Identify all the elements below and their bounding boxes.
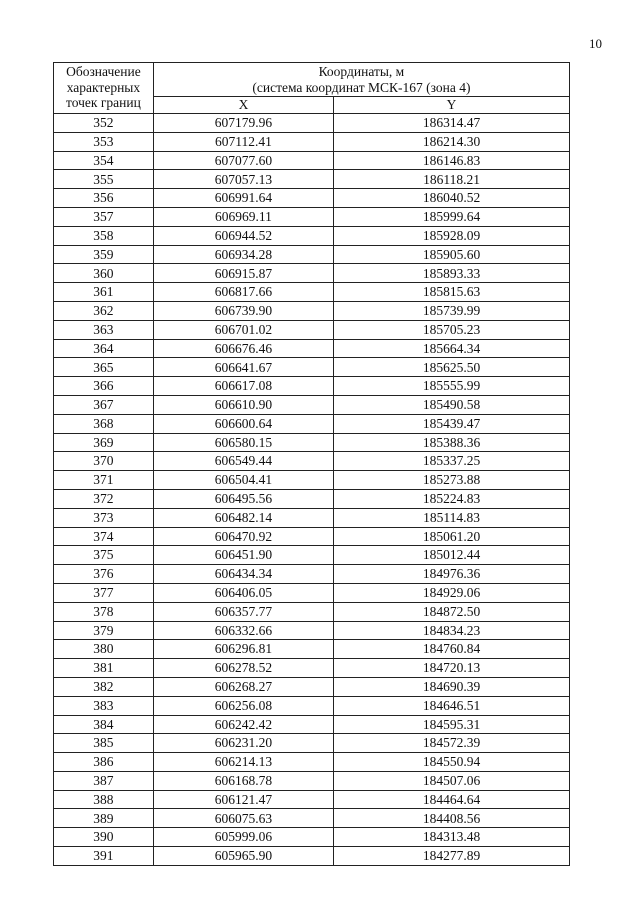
y-cell: 184929.06 — [334, 583, 570, 602]
x-cell: 605999.06 — [153, 828, 333, 847]
y-cell: 184834.23 — [334, 621, 570, 640]
table-row — [54, 114, 570, 133]
table-row — [54, 226, 570, 245]
x-cell: 606242.42 — [153, 715, 333, 734]
y-cell: 185490.58 — [334, 395, 570, 414]
table-row — [54, 320, 570, 339]
y-cell: 185815.63 — [334, 283, 570, 302]
y-cell: 185893.33 — [334, 264, 570, 283]
point-cell: 387 — [54, 771, 154, 790]
y-cell: 184760.84 — [334, 640, 570, 659]
point-cell: 369 — [54, 433, 154, 452]
table-row — [54, 677, 570, 696]
table-row — [54, 640, 570, 659]
table-row — [54, 734, 570, 753]
point-cell: 372 — [54, 489, 154, 508]
table-row — [54, 358, 570, 377]
point-cell: 380 — [54, 640, 154, 659]
point-cell: 355 — [54, 170, 154, 189]
point-cell: 375 — [54, 546, 154, 565]
point-cell: 352 — [54, 114, 154, 133]
x-cell: 606676.46 — [153, 339, 333, 358]
table-row — [54, 151, 570, 170]
point-cell: 362 — [54, 301, 154, 320]
table-row — [54, 489, 570, 508]
point-cell: 360 — [54, 264, 154, 283]
y-cell: 185273.88 — [334, 471, 570, 490]
y-cell: 184313.48 — [334, 828, 570, 847]
x-cell: 606610.90 — [153, 395, 333, 414]
x-cell: 607057.13 — [153, 170, 333, 189]
y-cell: 184408.56 — [334, 809, 570, 828]
y-cell: 185388.36 — [334, 433, 570, 452]
table-row — [54, 433, 570, 452]
point-cell: 357 — [54, 207, 154, 226]
y-cell: 186040.52 — [334, 189, 570, 208]
coordinates-table — [53, 62, 570, 866]
point-header-line-2: характерных — [66, 79, 141, 95]
table-row — [54, 565, 570, 584]
point-cell: 367 — [54, 395, 154, 414]
point-cell: 382 — [54, 677, 154, 696]
y-cell: 184595.31 — [334, 715, 570, 734]
x-cell: 607179.96 — [153, 114, 333, 133]
table-row — [54, 452, 570, 471]
point-cell: 368 — [54, 414, 154, 433]
point-cell: 365 — [54, 358, 154, 377]
y-cell: 185061.20 — [334, 527, 570, 546]
coords-title: Координаты, м — [153, 63, 569, 80]
table-row — [54, 828, 570, 847]
x-column-header: X — [153, 97, 333, 114]
y-cell: 184572.39 — [334, 734, 570, 753]
x-cell: 606580.15 — [153, 433, 333, 452]
x-cell: 607077.60 — [153, 151, 333, 170]
table-row — [54, 339, 570, 358]
y-cell: 184550.94 — [334, 753, 570, 772]
point-cell: 374 — [54, 527, 154, 546]
x-cell: 606915.87 — [153, 264, 333, 283]
x-cell: 606991.64 — [153, 189, 333, 208]
point-cell: 386 — [54, 753, 154, 772]
x-cell: 606549.44 — [153, 452, 333, 471]
table-row — [54, 170, 570, 189]
y-cell: 185012.44 — [334, 546, 570, 565]
x-cell: 606701.02 — [153, 320, 333, 339]
y-cell: 185555.99 — [334, 377, 570, 396]
y-cell: 184690.39 — [334, 677, 570, 696]
x-cell: 606121.47 — [153, 790, 333, 809]
point-cell: 389 — [54, 809, 154, 828]
point-cell: 390 — [54, 828, 154, 847]
point-cell: 356 — [54, 189, 154, 208]
x-cell: 606739.90 — [153, 301, 333, 320]
y-cell: 185625.50 — [334, 358, 570, 377]
x-cell: 606451.90 — [153, 546, 333, 565]
x-cell: 607112.41 — [153, 132, 333, 151]
x-cell: 606817.66 — [153, 283, 333, 302]
table-row — [54, 377, 570, 396]
table-row — [54, 621, 570, 640]
y-cell: 185999.64 — [334, 207, 570, 226]
y-cell: 186214.30 — [334, 132, 570, 151]
x-cell: 606406.05 — [153, 583, 333, 602]
table-row — [54, 809, 570, 828]
point-cell: 391 — [54, 847, 154, 866]
x-cell: 606168.78 — [153, 771, 333, 790]
x-cell: 606600.64 — [153, 414, 333, 433]
table-row — [54, 283, 570, 302]
table-row — [54, 602, 570, 621]
table-row — [54, 847, 570, 866]
x-cell: 606482.14 — [153, 508, 333, 527]
x-cell: 605965.90 — [153, 847, 333, 866]
table-row — [54, 207, 570, 226]
table-row — [54, 132, 570, 151]
table-row — [54, 546, 570, 565]
x-cell: 606470.92 — [153, 527, 333, 546]
x-cell: 606934.28 — [153, 245, 333, 264]
point-cell: 376 — [54, 565, 154, 584]
x-cell: 606504.41 — [153, 471, 333, 490]
table-row — [54, 696, 570, 715]
y-cell: 186314.47 — [334, 114, 570, 133]
x-cell: 606641.67 — [153, 358, 333, 377]
y-cell: 185928.09 — [334, 226, 570, 245]
table-header — [54, 63, 570, 114]
point-cell: 388 — [54, 790, 154, 809]
x-cell: 606256.08 — [153, 696, 333, 715]
table-row — [54, 189, 570, 208]
point-cell: 384 — [54, 715, 154, 734]
point-cell: 385 — [54, 734, 154, 753]
y-cell: 184872.50 — [334, 602, 570, 621]
y-cell: 185114.83 — [334, 508, 570, 527]
y-cell: 185705.23 — [334, 320, 570, 339]
point-cell: 358 — [54, 226, 154, 245]
y-column-header: Y — [334, 97, 570, 114]
point-header-line-1: Обозначение — [66, 64, 141, 79]
table-row — [54, 583, 570, 602]
table-row — [54, 508, 570, 527]
point-cell: 377 — [54, 583, 154, 602]
point-column-header — [54, 63, 154, 114]
point-cell: 383 — [54, 696, 154, 715]
y-cell: 184464.64 — [334, 790, 570, 809]
y-cell: 185224.83 — [334, 489, 570, 508]
x-cell: 606214.13 — [153, 753, 333, 772]
x-cell: 606617.08 — [153, 377, 333, 396]
table-row — [54, 715, 570, 734]
point-cell: 379 — [54, 621, 154, 640]
x-cell: 606357.77 — [153, 602, 333, 621]
coords-subtitle: (система координат МСК-167 (зона 4) — [153, 80, 569, 97]
point-cell: 354 — [54, 151, 154, 170]
table-row — [54, 790, 570, 809]
point-cell: 371 — [54, 471, 154, 490]
x-cell: 606268.27 — [153, 677, 333, 696]
table-row — [54, 471, 570, 490]
x-cell: 606231.20 — [153, 734, 333, 753]
page-number: 10 — [589, 36, 602, 51]
table-row — [54, 771, 570, 790]
y-cell: 185337.25 — [334, 452, 570, 471]
y-cell: 184277.89 — [334, 847, 570, 866]
table-row — [54, 264, 570, 283]
y-cell: 186146.83 — [334, 151, 570, 170]
y-cell: 184720.13 — [334, 659, 570, 678]
x-cell: 606278.52 — [153, 659, 333, 678]
point-cell: 353 — [54, 132, 154, 151]
point-cell: 378 — [54, 602, 154, 621]
y-cell: 185439.47 — [334, 414, 570, 433]
point-cell: 361 — [54, 283, 154, 302]
y-cell: 184976.36 — [334, 565, 570, 584]
x-cell: 606296.81 — [153, 640, 333, 659]
y-cell: 185905.60 — [334, 245, 570, 264]
x-cell: 606434.34 — [153, 565, 333, 584]
point-cell: 381 — [54, 659, 154, 678]
y-cell: 184507.06 — [334, 771, 570, 790]
y-cell: 185664.34 — [334, 339, 570, 358]
x-cell: 606495.56 — [153, 489, 333, 508]
point-cell: 366 — [54, 377, 154, 396]
point-cell: 359 — [54, 245, 154, 264]
point-cell: 370 — [54, 452, 154, 471]
table-row — [54, 395, 570, 414]
table-row — [54, 659, 570, 678]
point-header-line-3: точек границ — [66, 95, 141, 110]
y-cell: 186118.21 — [334, 170, 570, 189]
table-row — [54, 753, 570, 772]
y-cell: 184646.51 — [334, 696, 570, 715]
table-row — [54, 414, 570, 433]
table-row — [54, 527, 570, 546]
table-row — [54, 245, 570, 264]
x-cell: 606944.52 — [153, 226, 333, 245]
x-cell: 606332.66 — [153, 621, 333, 640]
x-cell: 606075.63 — [153, 809, 333, 828]
x-cell: 606969.11 — [153, 207, 333, 226]
table-row — [54, 301, 570, 320]
point-cell: 364 — [54, 339, 154, 358]
point-cell: 363 — [54, 320, 154, 339]
table-body — [54, 114, 570, 866]
y-cell: 185739.99 — [334, 301, 570, 320]
point-cell: 373 — [54, 508, 154, 527]
